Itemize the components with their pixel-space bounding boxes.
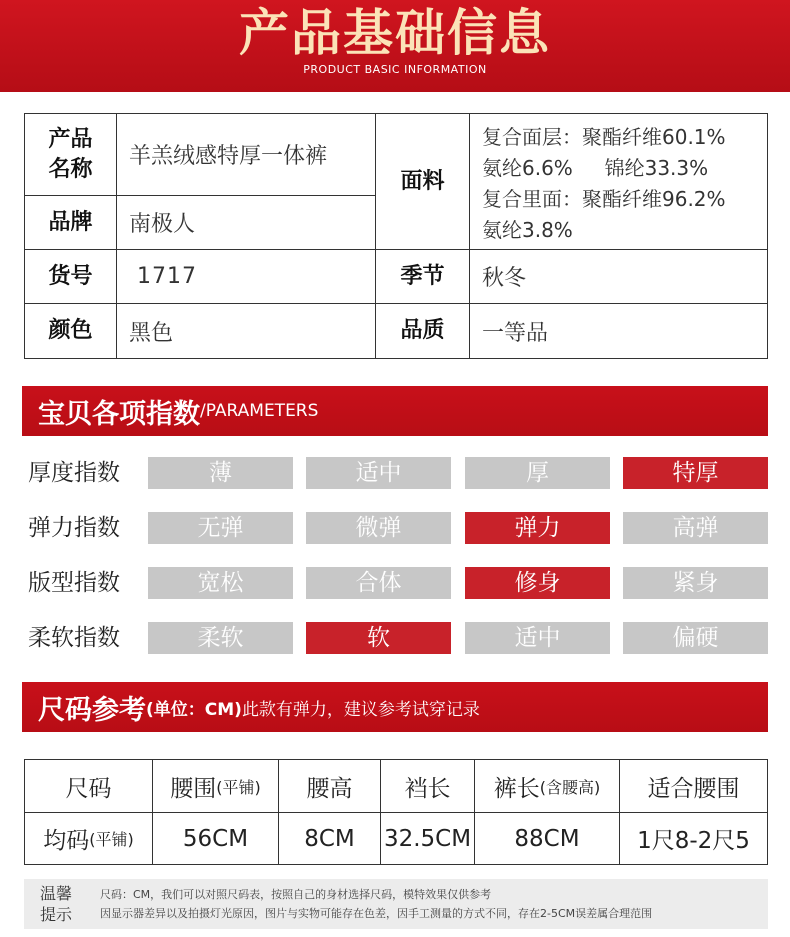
parameter-option: 适中 [306,457,451,489]
size-header-cell [475,760,620,812]
parameter-row [28,622,768,654]
size-title: 尺码参考 [38,694,146,726]
size-note: 此款有弹力，建议参考试穿记录 [241,699,480,720]
name-value: 羊羔绒感特厚一体裤 [117,114,376,196]
size-cell-text: 尺码 [65,775,112,802]
tips-box [24,879,768,929]
page-title: 产品基础信息 [239,4,551,62]
quality-value: 一等品 [482,320,549,346]
parameter-option-selected: 弹力 [465,512,610,544]
parameter-option: 适中 [465,622,610,654]
size-cell-text: 56CM [182,825,249,852]
quality-label: 品质 [376,304,470,358]
parameter-option: 无弹 [148,512,293,544]
size-unit: (单位：CM) [146,699,242,720]
parameter-option-selected: 特厚 [623,457,768,489]
parameter-row [28,457,768,489]
size-cell-text: 腰高 [306,775,353,802]
fabric-line: 氨纶3.8% [482,218,573,242]
parameter-option-selected: 软 [306,622,451,654]
parameter-name: 版型指数 [28,570,120,596]
size-value-cell [25,813,153,864]
brand-value: 南极人 [117,196,376,250]
parameters-section-header [22,386,768,436]
parameter-option: 厚 [465,457,610,489]
parameter-option: 宽松 [148,567,293,599]
parameter-option: 紧身 [623,567,768,599]
size-cell-text: 8CM [304,825,355,852]
size-header-cell [153,760,279,812]
parameters-title: 宝贝各项指数 [38,398,200,430]
size-value-cell [279,813,381,864]
season-value: 秋冬 [470,250,768,304]
size-table [24,759,768,865]
size-cell-text: 88CM [514,825,580,852]
size-header-cell [25,760,153,812]
parameter-row [28,567,768,599]
size-cell-text: 腰围 [170,775,217,802]
sku-value: 1717 [117,250,376,304]
size-value-cell [620,813,767,864]
size-header-cell [381,760,475,812]
parameter-option: 高弹 [623,512,768,544]
fabric-line: 复合里面：聚酯纤维96.2% [482,187,726,211]
header-banner [0,0,790,92]
size-cell-text: 1尺8-2尺5 [637,828,750,854]
size-cell-text: 适合腰围 [647,775,740,802]
fabric-label: 面料 [376,114,470,250]
parameter-option: 柔软 [148,622,293,654]
fabric-value [470,114,768,250]
parameter-option: 微弹 [306,512,451,544]
parameters-suffix: /PARAMETERS [200,401,319,421]
sku-label: 货号 [25,250,117,304]
fabric-line: 复合面层：聚酯纤维60.1% [482,125,726,149]
size-value-cell [475,813,620,864]
parameter-name: 弹力指数 [28,515,120,541]
parameter-name: 柔软指数 [28,625,120,651]
parameter-row [28,512,768,544]
brand-label: 品牌 [25,196,117,250]
parameter-option: 偏硬 [623,622,768,654]
parameter-option: 合体 [306,567,451,599]
tips-label-line: 温馨 [39,884,72,903]
parameter-option: 薄 [148,457,293,489]
size-cell-subtext: (平铺) [89,830,134,849]
size-cell-text: 裤长 [493,775,540,802]
color-value: 黑色 [117,304,376,358]
size-cell-subtext: (平铺) [216,777,261,797]
size-section-header [22,682,768,732]
size-value-cell [381,813,475,864]
size-cell-text: 裆长 [404,775,451,802]
tips-line: 尺码：CM，我们可以对照尺码表，按照自己的身材选择尺码，模特效果仅供参考 [100,888,492,901]
size-cell-text: 32.5CM [383,825,472,852]
color-label: 颜色 [25,304,117,358]
size-value-cell [153,813,279,864]
product-info-table [24,113,768,359]
name-label: 产品 名称 [25,114,117,196]
season-label: 季节 [376,250,470,304]
tips-line: 因显示器差异以及拍摄灯光原因，图片与实物可能存在色差，因手工测量的方式不同，存在2-5CM误差属合理范围 [100,907,653,920]
page-subtitle: PRODUCT BASIC INFORMATION [303,63,487,76]
tips-label-line: 提示 [39,905,72,924]
size-header-cell [279,760,381,812]
size-cell-text: 均码 [43,828,90,854]
parameter-name: 厚度指数 [28,460,120,486]
size-header-cell [620,760,767,812]
fabric-line: 氨纶6.6% 锦纶33.3% [482,156,709,180]
parameter-option-selected: 修身 [465,567,610,599]
tips-label [34,883,78,925]
tips-text [100,885,652,923]
size-cell-subtext: (含腰高) [539,777,601,797]
